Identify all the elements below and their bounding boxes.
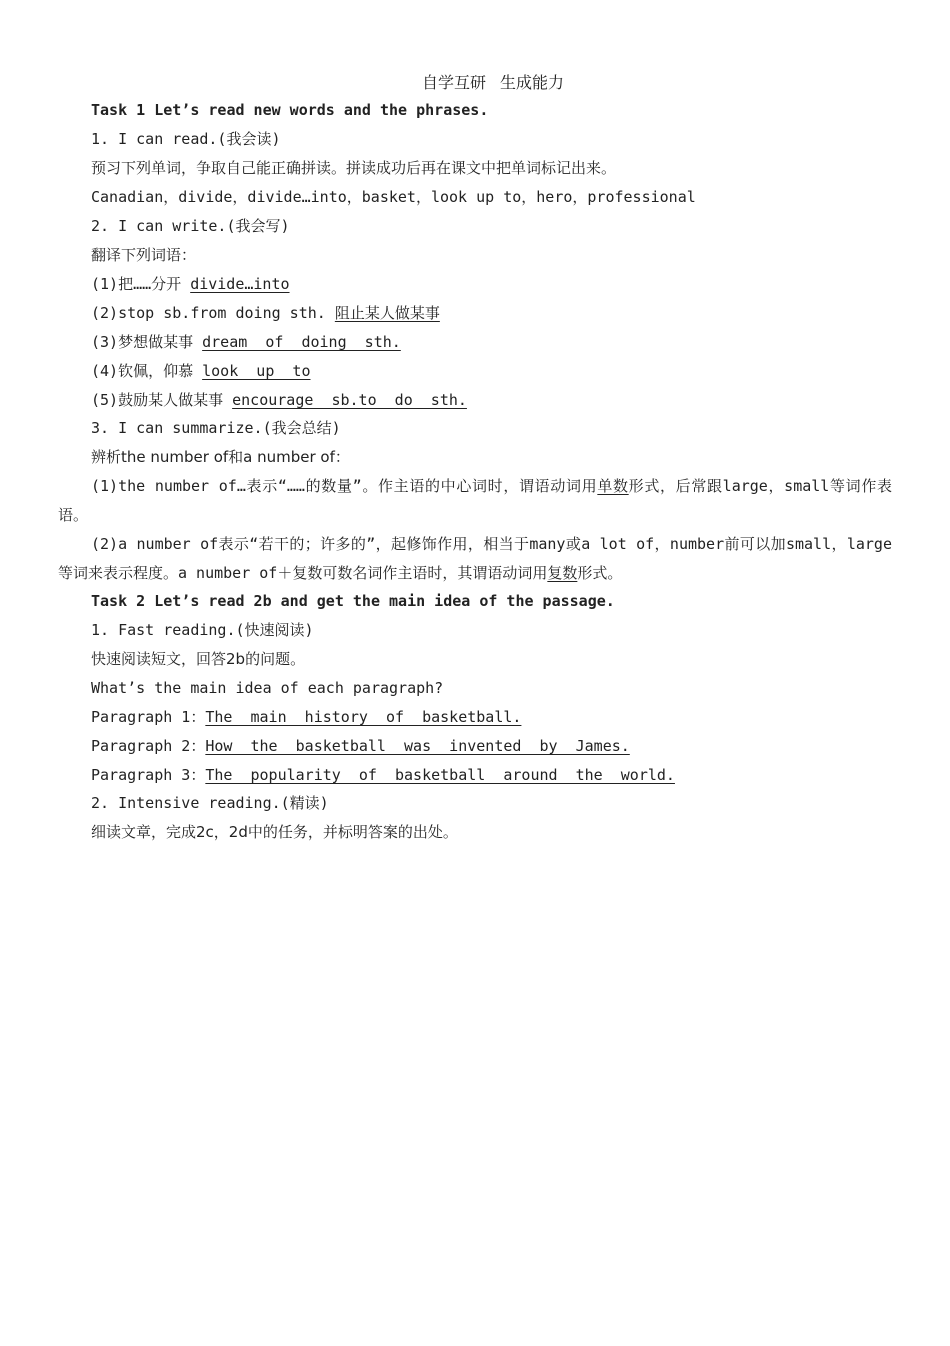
usage-note-2-text-end: 形式。 [577,564,623,582]
task1-s3-title: 3. I can summarize.(我会总结) [91,419,341,437]
paragraph-answer: The main history of basketball. [205,708,522,726]
task1-s1-title: 1. I can read.(我会读) [91,130,281,148]
paragraph-label: Paragraph 3： [91,766,206,784]
task1-s2-instruction: 翻译下列词语： [91,246,197,264]
phrase-prompt: (5)鼓励某人做某事 [91,391,233,409]
phrase-prompt: (4)钦佩，仰慕 [91,362,203,380]
paragraph-item [91,761,675,790]
task2-s2-title: 2. Intensive reading.(精读) [91,794,329,812]
task1-word-list: Canadian，divide，divide…into，basket，look up to，hero，professional [91,188,696,206]
usage-note-2-answer: 复数 [547,564,578,582]
usage-note-1-answer: 单数 [597,477,629,495]
task1-s3-instruction: 辨析the number of和a number of： [91,448,350,466]
phrase-item [91,299,440,328]
phrase-answer: 阻止某人做某事 [334,304,440,322]
section-header-left: 自学互研 [421,73,486,92]
usage-note-2-text: (2)a number of表示“若干的；许多的”，起修饰作用，相当于many或a lot of，number前可以加small，large等词来表示程度。a number of＋复数可数名词作主语时，其谓语动词用 [58,535,892,582]
phrase-prompt: (1)把……分开 [91,275,191,293]
task2-question: What’s the main idea of each paragraph? [91,679,444,697]
phrase-prompt: (2)stop sb.from doing sth. [91,304,335,322]
phrase-answer: look up to [202,362,311,380]
paragraph-answer: How the basketball was invented by James. [205,737,630,755]
paragraph-label: Paragraph 1： [91,708,206,726]
task1-heading: Task 1 Let’s read new words and the phrases. [91,101,489,119]
phrase-item [91,270,290,299]
task2-s1-title: 1. Fast reading.(快速阅读) [91,621,314,639]
phrase-answer: encourage sb.to do sth. [232,391,467,409]
paragraph-item [91,703,521,732]
phrase-answer: divide…into [190,275,290,293]
phrase-answer: dream of doing sth. [202,333,401,351]
task2-s2-instruction: 细读文章，完成2c，2d中的任务，并标明答案的出处。 [91,823,458,841]
task1-s2-title: 2. I can write.(我会写) [91,217,290,235]
task2-s1-instruction: 快速阅读短文，回答2b的问题。 [91,650,306,668]
paragraph-item [91,732,630,761]
task2-heading: Task 2 Let’s read 2b and get the main idea of the passage. [91,592,615,610]
section-header [0,68,950,97]
usage-note-2 [58,530,892,588]
usage-note-1 [58,472,892,530]
phrase-item [91,328,401,357]
section-header-right: 生成能力 [500,73,565,92]
phrase-prompt: (3)梦想做某事 [91,333,203,351]
usage-note-1-text-end: 形式，后常跟large，small等词作表语。 [58,477,892,524]
task1-s1-instruction: 预习下列单词，争取自己能正确拼读。拼读成功后再在课文中把单词标记出来。 [91,159,617,177]
paragraph-label: Paragraph 2： [91,737,206,755]
phrase-item [91,357,311,386]
usage-note-1-text: (1)the number of…表示“……的数量”。作主语的中心词时，谓语动词用 [91,477,598,495]
paragraph-answer: The popularity of basketball around the world. [205,766,675,784]
phrase-item [91,386,467,415]
